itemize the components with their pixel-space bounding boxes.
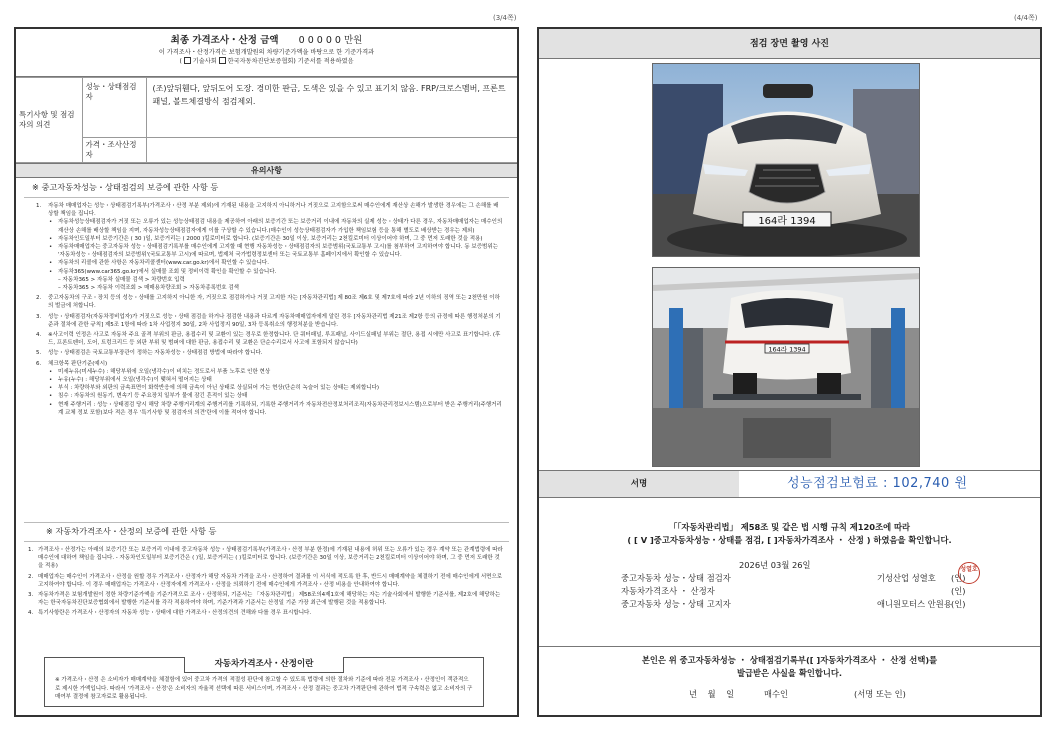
opinion-section-label: 특기사항 및 점검자의 의견 — [16, 78, 82, 163]
notice-list-2 — [16, 542, 517, 644]
inspector-label: 성능・상태점검자 — [82, 78, 146, 138]
signatory-role: 중고자동차 성능・상태 고지자 — [621, 599, 731, 609]
appraisal-item-2: 2. 매매업자는 매수인이 가격조사・산정을 원할 경우 가격조사・산정자가 해당 자동차 가격을 조사・산정하여 결과를 이 서식에 적도록 한 후, 반드시 매매계약을 체결하기 전에 매수인에게 서면으로 고지하여야 합니다. 이 경우 매매업자는 가격조사・산정자에게 가격조사・산정을 의뢰하기 전에 매수인에게 가격조사・산정 비용을 안내하여야 합니다. — [28, 573, 503, 588]
receipt-line-2: 발급받은 사실을 확인합니다. — [736, 668, 843, 678]
notice-item-1: 1. 자동차 매매업자는 성능・상태점검기록부(가격조사・산정 부분 제외)에 기재된 내용을 고지하지 아니하거나 거짓으로 고지함으로써 매수인에게 재산상 손해가 발생한 경우에는 그 손해를 배상할 책임을 집니다. • 자동차성능상태점검자가 거짓 또는 오류가 있는 성능상태점검 내용을 제공하여 아래의 보증기간 또는 보증거리 이내에 자동차의 실제 성능・상태가 다른 경우, 자동차매매업자는 매수인의 재산상 손해를 배상할 책임을 지며, 자동차성능상태점검자에게 이를 구상할 수 있습니다.(매수인이 성능상태점검자가 가입한 책임보험 등을 통해 별도로 배상받는 경우는 제외) • 자동차인도일부터 보증기간은 ( 30 )일, 보증거리는 ( 2000 )킬로미터로 합니다. (보증기간은 30일 이상, 보증거리는 2천킬로미터 이상이어야 하며, 그 중 먼저 도래한 것을 적용) • 자동차매매업자는 중고자동차 성능・상태점검기록부를 매수인에게 고지할 때 현행 자동차성능・상태점검자의 보증범위(국토교통부 고시)를 첨부하여 고지하여야 합니다. 동 보증범위는 '자동차성능・상태점검자의 보증범위'(국토교통부 고시)에 따르며, 법제처 국가법령정보센터 또는 국토교통부 홈페이지에서 확인할 수 있습니다. • 자동차의 리콜에 관한 사항은 자동차리콜센터(www.car.go.kr)에서 확인할 수 있습니다. • 자동차365(www.car365.go.kr)에서 실매물 조회 및 정비이력 확인을 확인할 수 있습니다. – 자동차365 > 자동차 실매물 검색 > 차량번호 입력 – 자동차365 > 자동차 이력조회 > 매매용차량조회 > 자동차종록번호 검색 — [30, 202, 503, 292]
notice-item-1-bullet: • 자동차의 리콜에 관한 사항은 자동차리콜센터(www.car.go.kr)에서 확인할 수 있습니다. — [48, 259, 503, 267]
inspector-seal: 성열호 — [958, 562, 980, 584]
notice-item-6: 6. 체크항목 판단기준(예시) • 미세누유(미세누수) : 해당부위에 오일(냉각수)이 비치는 정도로서 부품 노후로 인한 현상 • 누유(누수) : 해당부위에서 오일(냉각수)이 맺혀서 떨어지는 상태 • 부식 : 차량하부와 외판의 금속표면이 화학반응에 의해 금속이 아닌 상태로 상실되어 가는 현상(단순히 녹슬어 있는 상태는 제외합니다) • 침수 : 자동차의 원동기, 변속기 등 주요장치 일부가 물에 잠긴 흔적이 있는 상태 • 현재 주행거리 : 성능・상태점검 당시 해당 차량 주행거리계의 주행거리를 기록하되, 기록한 주행거리가 자동차전산정보처리조직(자동차관리정보시스템)으로부터 받은 주행거리(주행거리계 교체 정보 포함)보다 적은 경우 '특기사항 및 점검자의 의견'란에 이를 적어야 합니다. — [30, 360, 503, 417]
notice-item-5-text: 성능・상태점검은 국토교통부장관이 정하는 자동차성능・상태점검 방법에 따라야 합니다. — [48, 350, 263, 357]
option-checkbox-2[interactable] — [219, 57, 226, 64]
final-amount-value: 0 0 0 0 0 만원 — [298, 35, 363, 46]
notice-item-1-bullet: • 자동차365(www.car365.go.kr)에서 실매물 조회 및 정비이력 확인을 확인할 수 있습니다. – 자동차365 > 자동차 실매물 검색 > 차량번호 입력 – 자동차365 > 자동차 이력조회 > 매매용차량조회 > 자동차종록번호 검색 — [48, 268, 503, 293]
notice-item-3: 3. 성능・상태점검자(자동차정비업자)가 거짓으로 성능・상태 점검을 하거나 점검한 내용과 다르게 자동차매매업자에게 알린 경우 [자동차관리법 제21조 제2항 등의 규정에 따른 행정처분의 기준과 절차에 관한 규칙] 제5조 1항에 따라 1차 사업정지 30일, 2차 사업정지 90일, 3차 등록취소의 행정처분을 받습니다. — [30, 313, 503, 329]
notice-item-2-text: 중고자동차의 구조・장치 등의 성능・상태를 고지하지 아니한 자, 거짓으로 점검하거나 거짓 고지한 자는 [자동차관리법] 제 80조 제6호 및 제7호에 따라 2년 이하의 징역 또는 2천만원 이하의 벌금에 처합니다. — [48, 295, 500, 310]
appraiser-opinion — [146, 138, 517, 163]
final-amount-desc: 이 가격조사・산정가격은 보험개발원의 차량기준가액을 바탕으로 한 기준가격과 — [158, 49, 375, 56]
option-checkbox-1[interactable] — [184, 57, 191, 64]
receipt-section — [539, 646, 1040, 702]
buyer-label: 매수인 — [764, 689, 789, 699]
notice-item-1-bullet: • 자동차성능상태점검자가 거짓 또는 오류가 있는 성능상태점검 내용을 제공하여 아래의 보증기간 또는 보증거리 이내에 자동차의 실제 성능・상태가 다른 경우, 자동차매매업자는 매수인의 재산상 손해를 배상할 책임을 지며, 자동차성능상태점검자에게 이를 구상할 수 있습니다.(매수인이 성능상태점검자가 가입한 책임보험 등을 통해 별도로 배상받는 경우는 제외) — [48, 218, 503, 234]
signatory-role: 중고자동차 성능・상태 점검자 — [621, 573, 731, 583]
criteria-bullet: • 현재 주행거리 : 성능・상태점검 당시 해당 차량 주행거리계의 주행거리를 기록하되, 기록한 주행거리가 자동차전산정보처리조직(자동차관리정보시스템)으로부터 받은 주행거리(주행거리계 교체 정보 포함)보다 적은 경우 '특기사항 및 점검자의 의견'란에 이를 적어야 합니다. — [48, 401, 503, 417]
criteria-bullet: • 누유(누수) : 해당부위에서 오일(냉각수)이 맺혀서 떨어지는 상태 — [48, 376, 503, 384]
appraisal-item-3: 3. 자동차가격은 보험개발원이 정한 차량기준가액을 기준가격으로 조사・산정하되, 기준서는 「자동차관리법」 제58조의4제1호에 해당하는 자는 기술사회에서 발행한 기준서를, 제2호에 해당하는 자는 한국자동차진단보증협회에서 발행한 기준서를 각각 적용하여야 하며, 기준가격과 기준서는 산정일 기준 가장 최근에 발행된 것을 적용합니다. — [28, 591, 503, 607]
notice-item-1-text: 자동차 매매업자는 성능・상태점검기록부(가격조사・산정 부분 제외)에 기재된 내용을 고지하지 아니하거나 거짓으로 고지함으로써 매수인에게 재산상 손해가 발생한 경우에는 그 손해를 배상할 책임을 집니다. — [48, 203, 499, 218]
criteria-bullet: • 침수 : 자동차의 원동기, 변속기 등 주요장치 일부가 물에 잠긴 흔적이 있는 상태 — [48, 392, 503, 400]
criteria-bullet: • 부식 : 차량하부와 외판의 금속표면이 화학반응에 의해 금속이 아닌 상태로 상실되어 가는 현상(단순히 녹슬어 있는 상태는 제외합니다) — [48, 384, 503, 392]
notice-item-2: 2. 중고자동차의 구조・장치 등의 성능・상태를 고지하지 아니한 자, 거짓으로 점검하거나 거짓 고지한 자는 [자동차관리법] 제 80조 제6호 및 제7호에 따라 2년 이하의 징역 또는 2천만원 이하의 벌금에 처합니다. — [30, 294, 503, 310]
sign-label: 서명 — [630, 479, 648, 489]
page-number-right: (4/4쪽) — [1014, 14, 1038, 22]
appraisal-item-1-text: 가격조사・산정가는 아래의 보증기간 또는 보증거리 이내에 중고자동차 성능・상태점검기록부(가격조사・산정 부분 한정)에 기재된 내용에 허위 또는 오류가 있는 경우 계약 또는 관계법령에 따라 매수인에 대하여 책임을 집니다. - 자동차인도일부터 보증기간은 ( )일, 보증거리는 ( )킬로미터로 합니다. (보증기간은 30일 이상, 보증거리는 2천킬로미터 이상이어야 하며, 그 중 먼저 도래한 것을 적용) — [38, 547, 503, 570]
buyer-sign-field[interactable]: (서명 또는 인) — [854, 689, 906, 699]
notice-item-1-bullet: • 자동차인도일부터 보증기간은 ( 30 )일, 보증거리는 ( 2000 )킬로미터로 합니다. (보증기간은 30일 이상, 보증거리는 2천킬로미터 이상이어야 하며, 그 중 먼저 도래한 것을 적용) — [48, 235, 503, 243]
signatory-name: 기성산업 성열호 — [877, 573, 936, 583]
confirm-line-1: 「「자동차관리법」 제58조 및 같은 법 시행 규칙 제120조에 따라 — [668, 522, 911, 532]
confirm-line-2: ( [ V ]중고자동차성능・상태를 점검, [ ]자동차가격조사 ・ 산정 ) 하였음을 확인합니다. — [627, 535, 952, 545]
paren: ( — [179, 58, 182, 65]
appraiser-label: 가격・조사산정자 — [82, 138, 146, 163]
definition-title: 자동차가격조사・산정이란 — [184, 657, 344, 673]
page-3 — [14, 27, 519, 717]
signatory-row — [621, 572, 966, 585]
plate-rear: 164라 1394 — [768, 345, 806, 354]
final-amount-section — [16, 29, 517, 77]
notice-list-1 — [16, 198, 517, 520]
notice-item-5: 5. 성능・상태점검은 국토교통부장관이 정하는 자동차성능・상태점검 방법에 따라야 합니다. — [30, 349, 503, 357]
notice-item-6-text: 체크항목 판단기준(예시) — [48, 360, 108, 367]
signatory-seal-label: (인) — [951, 599, 966, 609]
notice-item-4-text: ※사고이력 인정은 사고로 자동차 주요 골격 부위의 판금, 용접수리 및 교환이 있는 경우로 한정합니다. 단 쿼터패널, 루프패널, 사이드실패널 부위는 절단, 용접 시에만 사고로 표기합니다. (후드, 프론트펜더, 도어, 트렁크리드 등 외판 부위 및 범퍼에 대한 판금, 용접수리 및 교환은 단순수리로서 사고에 포함되지 않습니다) — [48, 332, 501, 347]
option-label-2: 한국자동차진단보증협회) 기준서를 적용하였음 — [227, 58, 354, 65]
front-photo — [652, 63, 920, 257]
opinion-table — [16, 77, 517, 163]
appraisal-item-4: 4. 특기사항란은 가격조사・산정자의 자동차 성능・상태에 대한 가격조사・산정의견의 견해와 다를 경우 표시합니다. — [28, 609, 503, 617]
insurance-fee: 성능점검보험료 : 102,740 원 — [787, 476, 968, 491]
notice-header: 유의사항 — [16, 163, 517, 178]
confirm-date: 2026년 03월 26일 — [739, 560, 811, 570]
notice-item-3-text: 성능・상태점검자(자동차정비업자)가 거짓으로 성능・상태 점검을 하거나 점검한 내용과 다르게 자동차매매업자에게 알린 경우 [자동차관리법 제21조 제2항 등의 규정에 따른 행정처분의 기준과 절차에 관한 규칙] 제5조 1항에 따라 1차 사업정지 30일, 2차 사업정지 90일, 3차 등록취소의 행정처분을 받습니다. — [48, 313, 501, 328]
appraisal-item-1: 1. 가격조사・산정가는 아래의 보증기간 또는 보증거리 이내에 중고자동차 성능・상태점검기록부(가격조사・산정 부분 한정)에 기재된 내용에 허위 또는 오류가 있는 경우 계약 또는 관계법령에 따라 매수인에 대하여 책임을 집니다. - 자동차인도일부터 보증기간은 ( )일, 보증거리는 ( )킬로미터로 합니다. (보증기간은 30일 이상, 보증거리는 2천킬로미터 이상이어야 하며, 그 중 먼저 도래한 것을 적용) — [28, 547, 503, 570]
receipt-date: 년 월 일 — [689, 689, 735, 699]
sec2-title: ※ 자동차가격조사・산정의 보증에 관한 사항 등 — [46, 526, 217, 536]
appraisal-item-4-text: 특기사항란은 가격조사・산정자의 자동차 성능・상태에 대한 가격조사・산정의견의 견해와 다를 경우 표시합니다. — [38, 610, 312, 617]
signatory-list — [621, 572, 966, 611]
definition-box — [44, 657, 484, 707]
signatory-row — [621, 585, 966, 598]
fee-row — [539, 470, 1040, 498]
standard-option-line — [16, 57, 517, 66]
sec1-title: ※ 중고자동차성능・상태점검의 보증에 관한 사항 등 — [32, 182, 219, 192]
page-4 — [537, 27, 1042, 717]
signatory-row — [621, 598, 966, 611]
notice-item-1-bullet: • 자동차매매업자는 중고자동차 성능・상태점검기록부를 매수인에게 고지할 때 현행 자동차성능・상태점검자의 보증범위(국토교통부 고시)를 첨부하여 고지하여야 합니다. 동 보증범위는 '자동차성능・상태점검자의 보증범위'(국토교통부 고시)에 따르며, 법제처 국가법령정보센터 또는 국토교통부 홈페이지에서 확인할 수 있습니다. — [48, 243, 503, 259]
confirm-text — [539, 521, 1040, 547]
page-number-left: (3/4쪽) — [493, 14, 517, 22]
option-label-1: 기술사회 — [192, 58, 217, 65]
rear-photo — [652, 267, 920, 467]
signatory-seal-label: (인) — [951, 573, 966, 583]
signatory-name: 애니원모터스 안원용 — [877, 599, 952, 609]
notice-item-4: 4. ※사고이력 인정은 사고로 자동차 주요 골격 부위의 판금, 용접수리 및 교환이 있는 경우로 한정합니다. 단 쿼터패널, 루프패널, 사이드실패널 부위는 절단, 용접 시에만 사고로 표기합니다. (후드, 프론트펜더, 도어, 트렁크리드 등 외판 부위 및 범퍼에 대한 판금, 용접수리 및 교환은 단순수리로서 사고에 포함되지 않습니다) — [30, 331, 503, 347]
plate-front: 164라 1394 — [758, 216, 816, 227]
receipt-line-1: 본인은 위 중고자동차성능 ・ 상태점검기록부([ ]자동차가격조사 ・ 산정 선택)를 — [641, 655, 938, 665]
appraisal-item-3-text: 자동차가격은 보험개발원이 정한 차량기준가액을 기준가격으로 조사・산정하되, 기준서는 「자동차관리법」 제58조의4제1호에 해당하는 자는 기술사회에서 발행한 기준서를, 제2호에 해당하는 자는 한국자동차진단보증협회에서 발행한 기준서를 각각 적용하여야 하며, 기준가격과 기준서는 산정일 기준 가장 최근에 발행된 것을 적용합니다. — [38, 592, 501, 607]
final-amount-title: 최종 가격조사・산정 금액 — [170, 35, 279, 46]
criteria-bullet: • 미세누유(미세누수) : 해당부위에 오일(냉각수)이 비치는 정도로서 부품 노후로 인한 현상 — [48, 368, 503, 376]
signatory-role: 자동차가격조사 ・ 산정자 — [621, 586, 715, 596]
photo-header: 점검 장면 촬영 사진 — [539, 29, 1040, 59]
appraisal-item-2-text: 매매업자는 매수인이 가격조사・산정을 원할 경우 가격조사・산정자가 해당 자동차 가격을 조사・산정하여 결과를 이 서식에 적도록 한 후, 반드시 매매계약을 체결하기 전에 매수인에게 서면으로 고지하여야 합니다. 이 경우 매매업자는 가격조사・산정자에게 가격조사・산정을 의뢰하기 전에 매수인에게 가격조사・산정 비용을 안내하여야 합니다. — [38, 573, 503, 588]
inspector-opinion: (조)앞뒤휀다, 앞뒤도어 도장. 경미한 판금, 도색은 있을 수 있고 표기치 않음. FRP/크로스멤버, 프론트 패널, 볼트체결방식 점검제외. — [146, 78, 517, 138]
definition-text: ※ 가격조사・산정 은 소비자가 매매계약을 체결함에 있어 중고차 가격의 적절성 판단에 참고할 수 있도록 법령에 의한 절차와 기준에 따라 전문 가격조사・산정인이 객관적으로 제시한 가액입니다. 따라서 '가격조사・산정'은 소비자의 자율적 선택에 따른 서비스이며, 가격조사・산정 결과는 중고차 가격판단에 관하여 법적 구속력은 없고 소비자의 구매여부 결정에 참고자료로 활용됩니다. — [55, 677, 473, 700]
signatory-seal-label: (인) — [951, 586, 966, 596]
